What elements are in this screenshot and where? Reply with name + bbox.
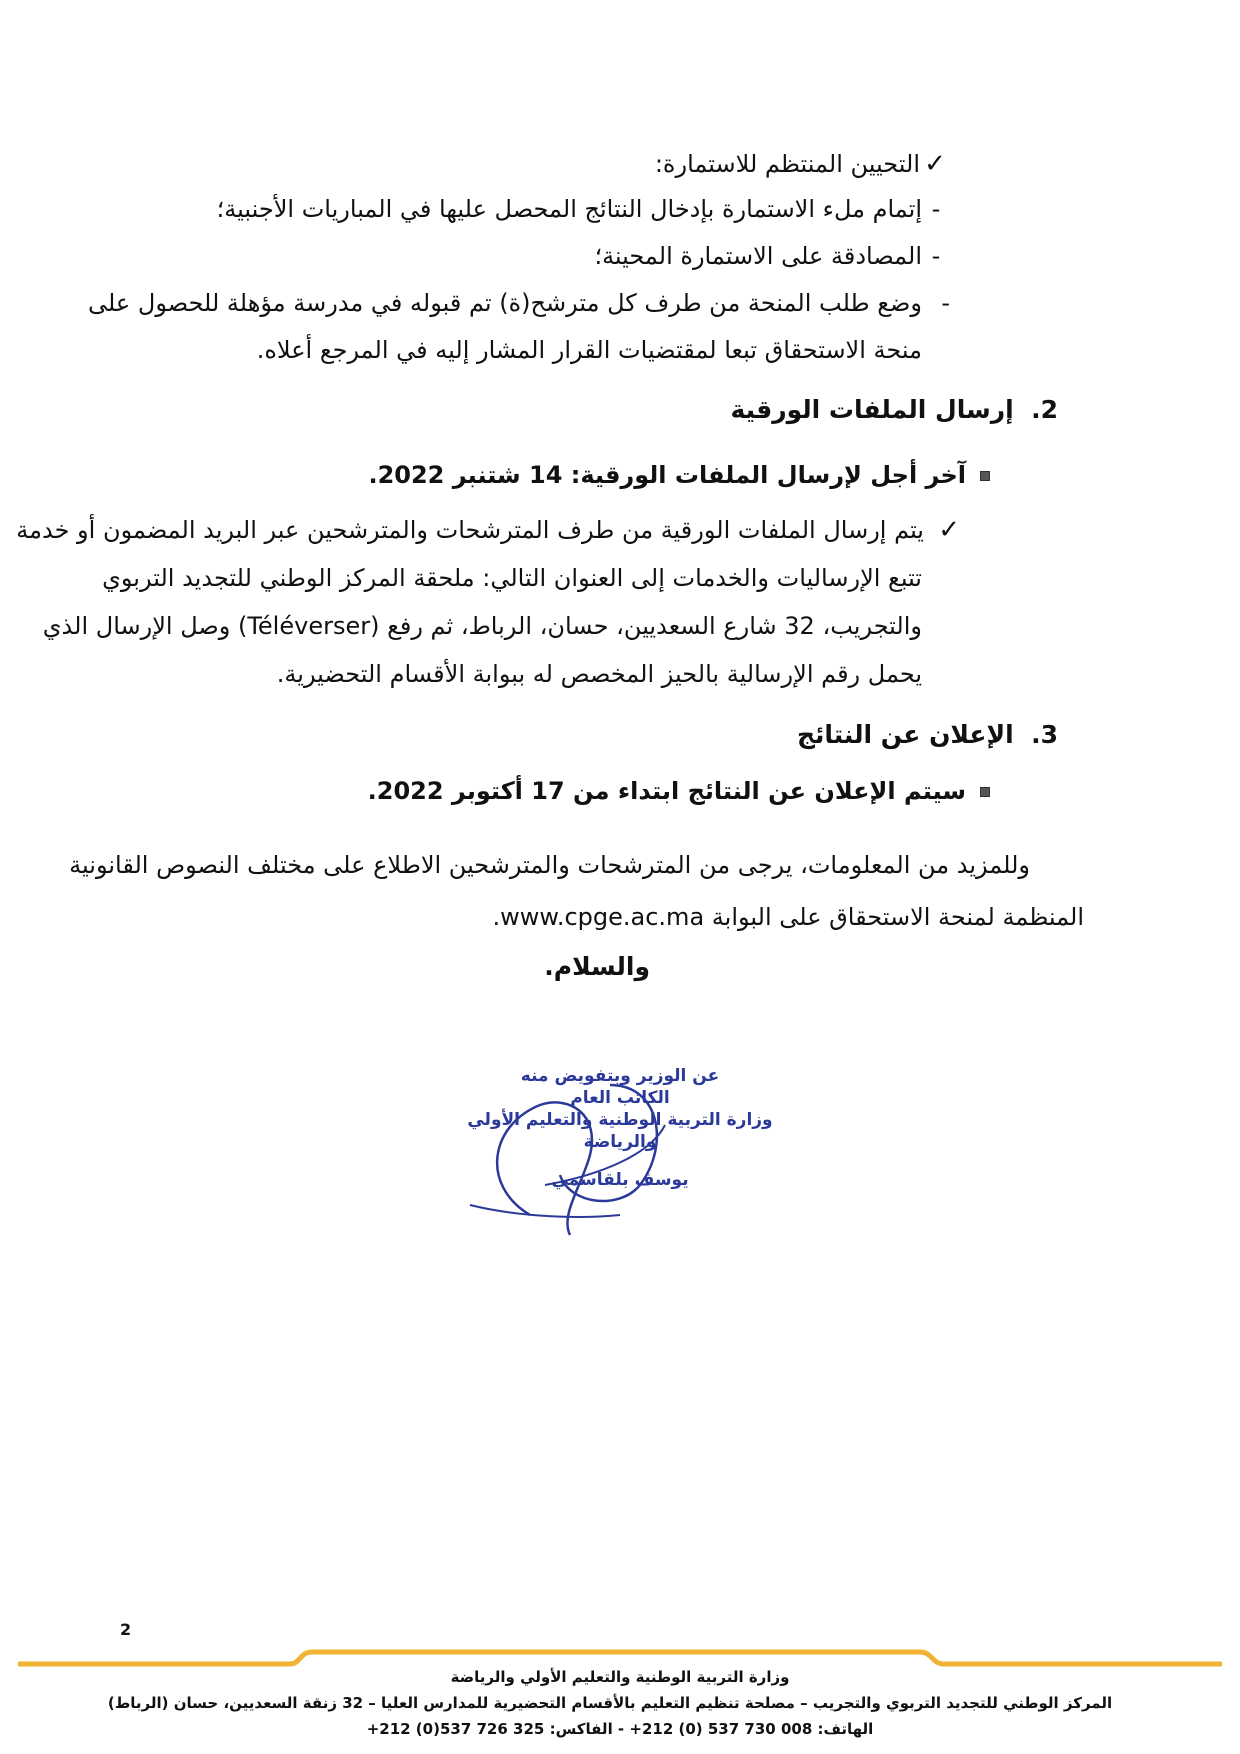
check-item-text: التحيين المنتظم للاستمارة: bbox=[654, 150, 920, 178]
paragraph-line: ✓يتم إرسال الملفات الورقية من طرف المترشحات والمترشحين عبر البريد المضمون أو خدمة bbox=[130, 506, 960, 554]
results-item: سيتم الإعلان عن النتائج ابتداء من 17 أكتوبر 2022. bbox=[202, 767, 1002, 815]
deadline-item: آخر أجل لإرسال الملفات الورقية: 14 شتنبر 2022. bbox=[202, 451, 1002, 499]
signature-text: عن الوزير وبتفويض منه الكاتب العام وزارة التربية الوطنية والتعليم الأولي والرياضة يوسف بلقاسمي bbox=[467, 1066, 773, 1190]
check-icon: ✓ bbox=[924, 149, 946, 179]
dash-bullet: - bbox=[931, 195, 941, 223]
section-heading-3: 3. الإعلان عن النتائج bbox=[796, 720, 1058, 749]
check-icon: ✓ bbox=[938, 515, 960, 545]
square-bullet-icon bbox=[980, 471, 990, 481]
footer-ministry: وزارة التربية الوطنية والتعليم الأولي والرياضة bbox=[450, 1668, 790, 1686]
dash-bullet: - bbox=[941, 289, 950, 317]
list-item: -المصادقة على الاستمارة المحينة؛ bbox=[190, 232, 950, 280]
footer-address: المركز الوطني للتجديد التربوي والتجريب – مصلحة تنظيم التعليم بالأقسام التحضيرية للمدارس العليا – 32 زنقة السعديين، حسان (الرباط) bbox=[107, 1694, 1113, 1712]
closing-line: وللمزيد من المعلومات، يرجى من المترشحات والمترشحين الاطلاع على مختلف النصوص القانونية bbox=[69, 851, 1030, 879]
footer-contact: الهاتف: 008 730 537 (0) 212+ - الفاكس: 325 726 537(0) 212+ bbox=[366, 1720, 874, 1738]
paragraph-line: يحمل رقم الإرسالية بالحيز المخصص له ببوابة الأقسام التحضيرية. bbox=[276, 660, 922, 688]
closing-line: المنظمة لمنحة الاستحقاق على البوابة www.cpge.ac.ma. bbox=[492, 903, 1084, 931]
square-bullet-icon bbox=[980, 787, 990, 797]
list-item-continuation: منحة الاستحقاق تبعا لمقتضيات القرار المشار إليه في المرجع أعلاه. bbox=[256, 336, 922, 364]
dash-bullet: - bbox=[931, 242, 941, 270]
section-heading-2: 2. إرسال الملفات الورقية bbox=[730, 395, 1058, 424]
page-number: 2 bbox=[120, 1620, 132, 1639]
check-item-form-update bbox=[250, 140, 950, 188]
paragraph-line: والتجريب، 32 شارع السعديين، حسان، الرباط، ثم رفع (Téléverser) وصل الإرسال الذي bbox=[42, 612, 922, 640]
paragraph-line: تتبع الإرساليات والخدمات إلى العنوان التالي: ملحقة المركز الوطني للتجديد التربوي bbox=[102, 564, 922, 592]
list-item: -إتمام ملء الاستمارة بإدخال النتائج المحصل عليها في المباريات الأجنبية؛ bbox=[190, 185, 950, 233]
salutation: والسلام. bbox=[544, 952, 650, 981]
signature-stamp bbox=[450, 1065, 810, 1245]
list-item: -وضع طلب المنحة من طرف كل مترشح(ة) تم قبوله في مدرسة مؤهلة للحصول على bbox=[130, 279, 950, 327]
